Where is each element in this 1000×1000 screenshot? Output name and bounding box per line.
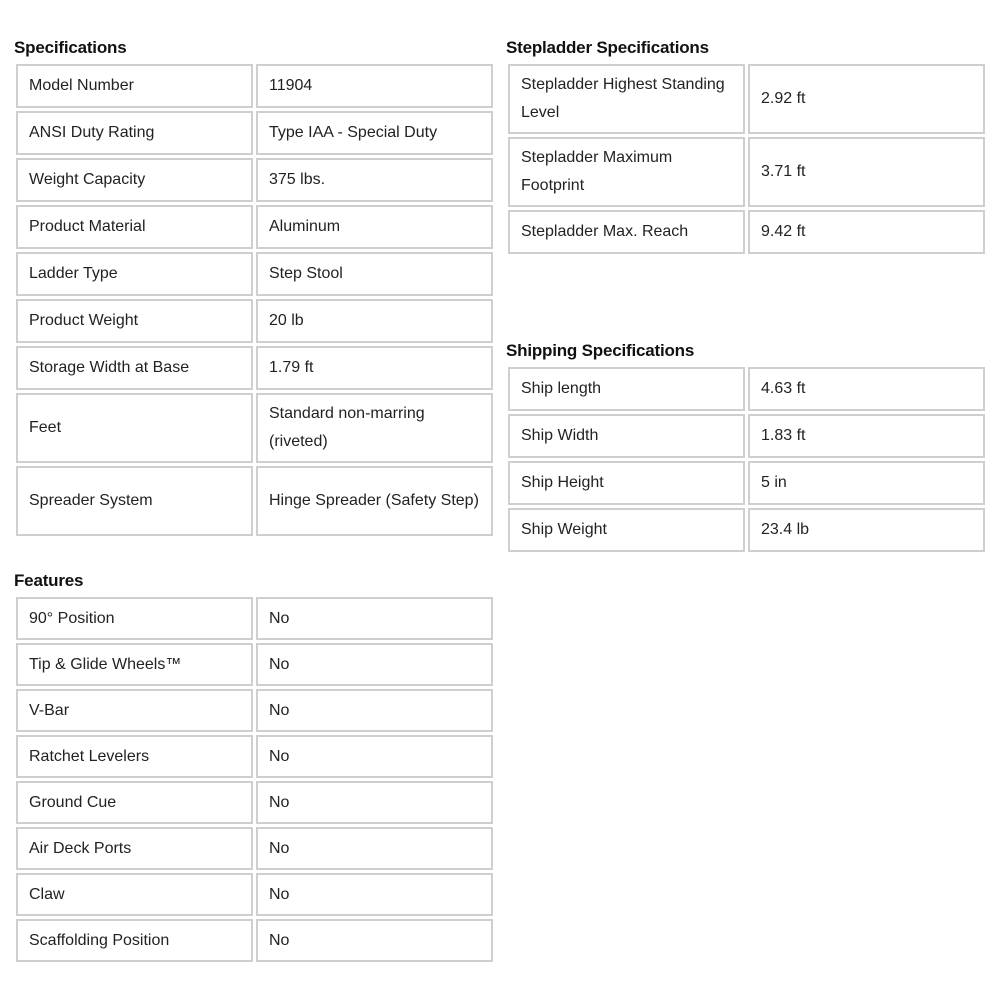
spec-value: 4.63 ft xyxy=(748,367,985,411)
specifications-heading: Specifications xyxy=(14,38,127,57)
spec-value: Aluminum xyxy=(256,205,493,249)
table-row xyxy=(16,299,493,343)
spec-label: Ratchet Levelers xyxy=(16,735,253,778)
spec-label: Spreader System xyxy=(16,466,253,536)
spec-label: Air Deck Ports xyxy=(16,827,253,870)
spec-value: 23.4 lb xyxy=(748,508,985,552)
table-row xyxy=(16,346,493,390)
table-row xyxy=(16,643,493,686)
spec-value: 20 lb xyxy=(256,299,493,343)
table-row xyxy=(16,252,493,296)
spec-value: No xyxy=(256,735,493,778)
table-row xyxy=(16,781,493,824)
table-row xyxy=(16,64,493,108)
spec-value: No xyxy=(256,827,493,870)
table-row xyxy=(16,689,493,732)
spec-label: Claw xyxy=(16,873,253,916)
table-row xyxy=(16,827,493,870)
features-table xyxy=(13,594,496,965)
spec-label: Scaffolding Position xyxy=(16,919,253,962)
table-row xyxy=(508,210,985,254)
spec-value: No xyxy=(256,597,493,640)
spec-label: Tip & Glide Wheels™ xyxy=(16,643,253,686)
spec-label: Product Weight xyxy=(16,299,253,343)
spec-label: Ground Cue xyxy=(16,781,253,824)
spec-value: No xyxy=(256,689,493,732)
specifications-table xyxy=(13,61,496,539)
shipping-specifications-heading: Shipping Specifications xyxy=(506,341,695,360)
spec-label: V-Bar xyxy=(16,689,253,732)
spec-value: No xyxy=(256,643,493,686)
spec-label: Stepladder Highest Standing Level xyxy=(508,64,745,134)
table-row xyxy=(508,367,985,411)
shipping-specifications-table xyxy=(505,364,988,555)
spec-label: Ship Weight xyxy=(508,508,745,552)
stepladder-specifications-table xyxy=(505,61,988,257)
spec-label: Storage Width at Base xyxy=(16,346,253,390)
table-row xyxy=(16,735,493,778)
spec-label: ANSI Duty Rating xyxy=(16,111,253,155)
table-row xyxy=(16,393,493,463)
spec-value: 1.79 ft xyxy=(256,346,493,390)
spec-value: Standard non-marring (riveted) xyxy=(256,393,493,463)
spec-label: Weight Capacity xyxy=(16,158,253,202)
table-row xyxy=(16,873,493,916)
spec-label: Stepladder Maximum Footprint xyxy=(508,137,745,207)
spec-value: Hinge Spreader (Safety Step) xyxy=(256,466,493,536)
table-row xyxy=(508,137,985,207)
table-row xyxy=(16,158,493,202)
table-row xyxy=(508,414,985,458)
table-row xyxy=(508,64,985,134)
spec-value: 1.83 ft xyxy=(748,414,985,458)
spec-label: Feet xyxy=(16,393,253,463)
spec-label: Stepladder Max. Reach xyxy=(508,210,745,254)
spec-label: Ship length xyxy=(508,367,745,411)
stepladder-specifications-heading: Stepladder Specifications xyxy=(506,38,709,57)
spec-label: Product Material xyxy=(16,205,253,249)
spec-label: Ship Width xyxy=(508,414,745,458)
features-heading: Features xyxy=(14,571,84,590)
spec-value: 9.42 ft xyxy=(748,210,985,254)
table-row xyxy=(508,461,985,505)
table-row xyxy=(508,508,985,552)
spec-value: No xyxy=(256,919,493,962)
spec-value: No xyxy=(256,873,493,916)
table-row xyxy=(16,111,493,155)
table-row xyxy=(16,466,493,536)
table-row xyxy=(16,205,493,249)
spec-label: 90° Position xyxy=(16,597,253,640)
table-row xyxy=(16,919,493,962)
spec-label: Model Number xyxy=(16,64,253,108)
spec-value: Step Stool xyxy=(256,252,493,296)
spec-value: Type IAA - Special Duty xyxy=(256,111,493,155)
spec-label: Ship Height xyxy=(508,461,745,505)
spec-label: Ladder Type xyxy=(16,252,253,296)
spec-value: 11904 xyxy=(256,64,493,108)
table-row xyxy=(16,597,493,640)
spec-value: 5 in xyxy=(748,461,985,505)
spec-value: 2.92 ft xyxy=(748,64,985,134)
spec-value: 375 lbs. xyxy=(256,158,493,202)
spec-value: 3.71 ft xyxy=(748,137,985,207)
spec-value: No xyxy=(256,781,493,824)
